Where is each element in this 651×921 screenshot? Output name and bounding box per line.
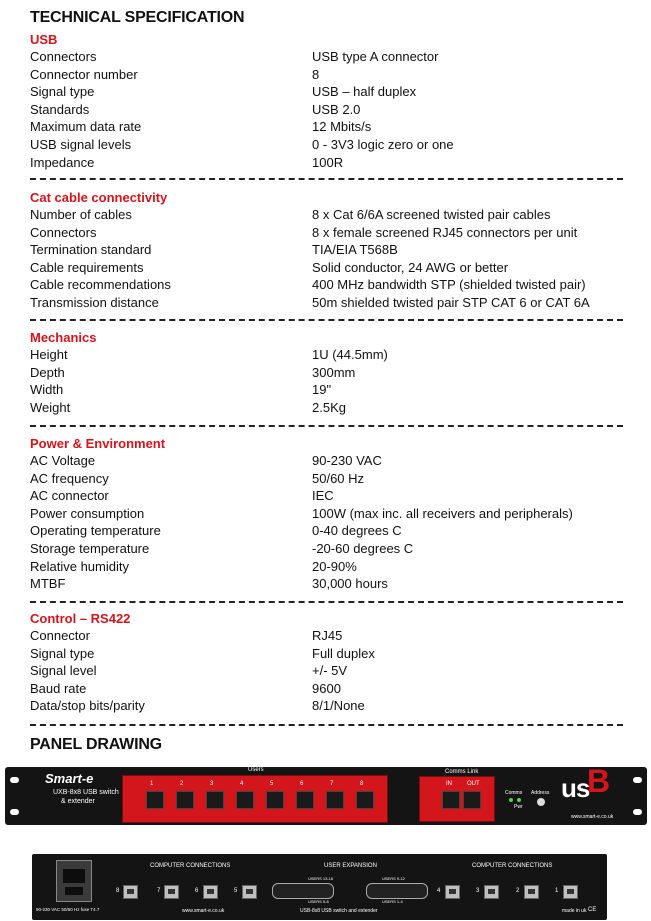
spec-value: 20-90%	[312, 558, 357, 574]
spec-row	[30, 364, 623, 382]
spec-value: Full duplex	[312, 645, 375, 661]
power-rating-note: 90-230 VAC 50/60 Hz fuse T4.7	[36, 907, 100, 912]
expansion-label: USERS 5-8	[308, 899, 329, 904]
spec-key: Standards	[30, 101, 90, 117]
expansion-label: USERS 9-12	[382, 876, 405, 881]
dashed-divider	[30, 724, 623, 726]
spec-key: AC Voltage	[30, 453, 96, 468]
spec-row	[30, 346, 623, 364]
front-website: www.smart-e.co.uk	[571, 814, 614, 820]
spec-value: 50m shielded twisted pair STP CAT 6 or CAT 6A	[312, 294, 590, 310]
brand-logo: Smart-e	[45, 771, 94, 786]
spec-key: Connector number	[30, 66, 138, 82]
users-label: Users	[248, 767, 264, 773]
spec-row	[30, 645, 623, 663]
section-heading: USB	[30, 32, 58, 47]
spec-row	[30, 452, 623, 470]
spec-value: 2.5Kg	[312, 399, 346, 415]
right-port-number: 1	[555, 888, 559, 894]
spec-value: 8 x female screened RJ45 connectors per unit	[312, 224, 578, 240]
comms-out-port: OUT	[463, 791, 481, 809]
spec-row	[30, 101, 623, 119]
right-port-number: 4	[437, 888, 441, 894]
usb-logo-b: B	[587, 763, 611, 799]
spec-row	[30, 276, 623, 294]
address-label: Address	[531, 790, 550, 796]
spec-key: Data/stop bits/parity	[30, 698, 145, 714]
rack-mount-hole	[10, 809, 19, 815]
computer-port	[445, 885, 460, 899]
spec-key: Cable recommendations	[30, 277, 171, 293]
user-port: 7	[326, 791, 344, 809]
section-heading: Mechanics	[30, 330, 97, 345]
computer-port	[524, 885, 539, 899]
user-port: 2	[176, 791, 194, 809]
spec-row	[30, 381, 623, 399]
rack-mount-hole	[10, 777, 19, 783]
expansion-connector	[366, 883, 428, 899]
spec-value: 0 - 3V3 logic zero or one	[312, 136, 454, 152]
spec-key: Width	[30, 382, 64, 398]
spec-key: USB signal levels	[30, 136, 132, 152]
spec-key: Connector	[30, 628, 90, 643]
expansion-label: USERS 13-16	[308, 876, 334, 881]
spec-row	[30, 48, 623, 66]
front-panel-drawing	[5, 763, 647, 825]
comms-led-label: Comms	[505, 790, 523, 796]
spec-value: 9600	[312, 680, 341, 696]
computer-port	[242, 885, 257, 899]
spec-key: Storage temperature	[30, 540, 150, 556]
spec-row	[30, 505, 623, 523]
section-heading: Control – RS422	[30, 611, 131, 626]
usb-logo-us: us	[561, 773, 590, 803]
spec-key: Connectors	[30, 49, 97, 64]
spec-row	[30, 294, 623, 312]
spec-row	[30, 259, 623, 277]
spec-row	[30, 66, 623, 84]
spec-row	[30, 399, 623, 417]
spec-value: 8	[312, 66, 320, 82]
address-button-icon	[537, 798, 545, 806]
right-port-number: 2	[516, 888, 520, 894]
spec-value: 300mm	[312, 364, 356, 380]
rear-model-label: USB-8x8 USB switch and extender	[300, 908, 378, 914]
section-power-environment	[30, 435, 623, 593]
left-port-number: 8	[116, 888, 120, 894]
spec-value: 19"	[312, 382, 332, 398]
section-control-rs422	[30, 610, 623, 715]
spec-value: 400 MHz bandwidth STP (shielded twisted pair)	[312, 277, 586, 293]
computer-port	[563, 885, 578, 899]
user-port: 4	[236, 791, 254, 809]
dashed-divider	[30, 601, 623, 603]
computer-port	[164, 885, 179, 899]
dashed-divider	[30, 178, 623, 180]
spec-row	[30, 136, 623, 154]
spec-row	[30, 83, 623, 101]
spec-row	[30, 697, 623, 715]
computer-port	[484, 885, 499, 899]
spec-value: 100W (max inc. all receivers and peripherals)	[312, 505, 573, 521]
spec-row	[30, 627, 623, 645]
rack-mount-hole	[633, 809, 642, 815]
left-port-number: 7	[157, 888, 161, 894]
expansion-connector	[272, 883, 334, 899]
spec-row	[30, 522, 623, 540]
made-in-label: made in uk	[562, 908, 587, 914]
computer-port	[123, 885, 138, 899]
power-led-icon	[517, 798, 521, 802]
comms-in-port: IN	[442, 791, 460, 809]
spec-key: Signal type	[30, 84, 95, 100]
spec-value: IEC	[312, 488, 334, 504]
ce-mark: CE	[588, 907, 597, 913]
spec-key: Transmission distance	[30, 294, 159, 310]
spec-value: USB type A connector	[312, 49, 439, 64]
spec-value: 8/1/None	[312, 698, 365, 714]
user-port: 8	[356, 791, 374, 809]
section-heading: Power & Environment	[30, 436, 166, 451]
spec-value: 12 Mbits/s	[312, 119, 372, 135]
spec-value: USB – half duplex	[312, 84, 417, 100]
page-title: TECHNICAL SPECIFICATION	[30, 9, 245, 26]
comms-link-label: Comms Link	[445, 769, 479, 775]
left-port-number: 5	[234, 888, 238, 894]
user-expansion-label: USER EXPANSION	[324, 863, 377, 869]
spec-key: Height	[30, 347, 68, 362]
spec-key: Signal level	[30, 663, 97, 679]
spec-value: RJ45	[312, 628, 343, 643]
user-port: 6	[296, 791, 314, 809]
comms-led-icon	[509, 798, 513, 802]
section-mechanics	[30, 329, 623, 416]
spec-value: TIA/EIA T568B	[312, 242, 398, 258]
spec-key: Power consumption	[30, 505, 145, 521]
spec-key: Relative humidity	[30, 558, 129, 574]
spec-value: 30,000 hours	[312, 576, 388, 592]
spec-key: AC connector	[30, 488, 109, 504]
user-port: 5	[266, 791, 284, 809]
spec-value: USB 2.0	[312, 101, 361, 117]
spec-key: Weight	[30, 399, 71, 415]
rear-website: www.smart-e.co.uk	[182, 908, 225, 914]
spec-key: Baud rate	[30, 680, 87, 696]
spec-row	[30, 241, 623, 259]
spec-row	[30, 206, 623, 224]
rack-mount-hole	[633, 777, 642, 783]
spec-value: -20-60 degrees C	[312, 540, 414, 556]
spec-key: AC frequency	[30, 470, 109, 486]
left-group-label: COMPUTER CONNECTIONS	[150, 863, 231, 869]
spec-value: 0-40 degrees C	[312, 523, 402, 539]
spec-value: 1U (44.5mm)	[312, 347, 388, 362]
spec-key: Depth	[30, 364, 65, 380]
spec-row	[30, 540, 623, 558]
spec-row	[30, 118, 623, 136]
panel-drawing-title: PANEL DRAWING	[30, 736, 162, 753]
spec-value: 100R	[312, 154, 344, 170]
spec-row	[30, 575, 623, 593]
iec-power-inlet-icon	[56, 860, 92, 902]
section-usb	[30, 31, 623, 171]
computer-port	[203, 885, 218, 899]
model-label: UXB-8x8 USB switch	[53, 789, 119, 796]
user-port: 1	[146, 791, 164, 809]
spec-key: Cable requirements	[30, 259, 144, 275]
spec-row	[30, 470, 623, 488]
spec-key: Impedance	[30, 154, 95, 170]
user-port: 3	[206, 791, 224, 809]
spec-row	[30, 680, 623, 698]
right-group-label: COMPUTER CONNECTIONS	[472, 863, 553, 869]
spec-row	[30, 154, 623, 172]
spec-value: +/- 5V	[312, 663, 348, 679]
spec-row	[30, 662, 623, 680]
spec-key: MTBF	[30, 576, 66, 592]
spec-value: 50/60 Hz	[312, 470, 365, 486]
section-heading: Cat cable connectivity	[30, 190, 168, 205]
spec-key: Signal type	[30, 645, 95, 661]
spec-row	[30, 224, 623, 242]
left-port-number: 6	[195, 888, 199, 894]
spec-key: Maximum data rate	[30, 119, 142, 135]
spec-row	[30, 487, 623, 505]
model-label-2: & extender	[61, 798, 95, 805]
right-port-number: 3	[476, 888, 480, 894]
spec-key: Operating temperature	[30, 523, 161, 539]
spec-value: 90-230 VAC	[312, 453, 382, 468]
section-cat-cable	[30, 189, 623, 312]
power-led-label: Pwr	[514, 804, 523, 810]
expansion-label: USERS 1-4	[382, 899, 403, 904]
spec-row	[30, 558, 623, 576]
spec-value: 8 x Cat 6/6A screened twisted pair cables	[312, 207, 551, 222]
spec-key: Number of cables	[30, 207, 132, 222]
dashed-divider	[30, 319, 623, 321]
spec-key: Termination standard	[30, 242, 152, 258]
spec-value: Solid conductor, 24 AWG or better	[312, 259, 509, 275]
spec-key: Connectors	[30, 224, 97, 240]
dashed-divider	[30, 425, 623, 427]
rear-panel-drawing	[32, 854, 607, 920]
